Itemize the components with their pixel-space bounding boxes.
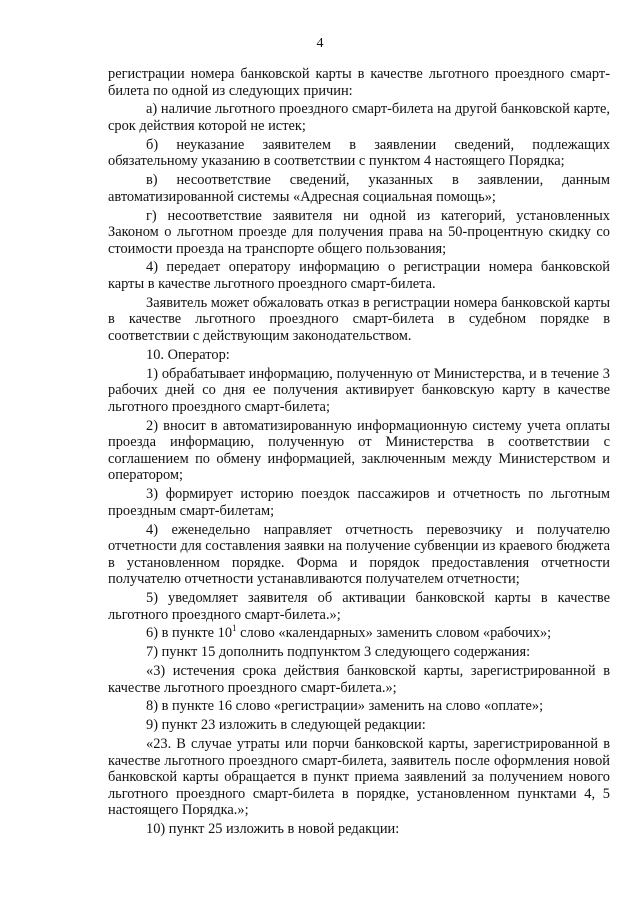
paragraph-amendment-7-content: «3) истечения срока действия банковской карты, зарегистрированной в качестве льготного проездного смарт-билета.»; bbox=[108, 663, 610, 696]
paragraph-operator-1: 1) обрабатывает информацию, полученную от Министерства, и в течение 3 рабочих дней со дня ее получения активирует банковскую карту в качестве льготного проездного смарт-билета; bbox=[108, 365, 610, 415]
paragraph-operator-heading: 10. Оператор: bbox=[146, 346, 230, 363]
paragraph-operator-3: 3) формирует историю поездок пассажиров и отчетность по льготным проездным смарт-билетам; bbox=[108, 486, 610, 519]
paragraph-amendment-6 bbox=[108, 625, 610, 642]
document-body bbox=[108, 66, 610, 840]
paragraph-operator-4: 4) еженедельно направляет отчетность перевозчику и получателю отчетности для составления заявки на получение субвенции из краевого бюджета в установленном порядке. Форма и порядок предоставления отчетности получателю отчетности устанавливаются получателем отчетности; bbox=[108, 521, 610, 588]
paragraph-reason-b: б) неуказание заявителем в заявлении сведений, подлежащих обязательному указанию в соответствии с пунктом 4 настоящего Порядка; bbox=[108, 136, 610, 170]
paragraph-reason-g: г) несоответствие заявителя ни одной из категорий, установленных Законом о льготном проезде для получения права на 50-процентную скидку со стоимости проезда на транспорте общего пользования; bbox=[108, 207, 610, 257]
paragraph-appeal: Заявитель может обжаловать отказ в регистрации номера банковской карты в качестве льготного проездного смарт-билета в судебном порядке в соответствии с действующим законодательством. bbox=[108, 294, 610, 345]
paragraph-reason-a: а) наличие льготного проездного смарт-билета на другой банковской карте, срок действия которой не истек; bbox=[108, 101, 610, 134]
paragraph-intro-continuation: регистрации номера банковской карты в качестве льготного проездного смарт-билета по одной из следующих причин: bbox=[108, 66, 610, 99]
paragraph-amendment-9-content: «23. В случае утраты или порчи банковской карты, зарегистрированной в качестве льготного проездного смарт-билета, заявитель после оформления новой банковской карты обращается в пункт приема заявлений за получением нового льготного проездного смарт-билета в порядке, установленном пунктами 4, 5 настоящего Порядка.»; bbox=[108, 735, 610, 819]
paragraph-operator-5: 5) уведомляет заявителя об активации банковской карты в качестве льготного проездного смарт-билета.»; bbox=[108, 590, 610, 623]
paragraph-amendment-7: 7) пункт 15 дополнить подпунктом 3 следующего содержания: bbox=[146, 644, 531, 661]
paragraph-operator-2: 2) вносит в автоматизированную информационную систему учета оплаты проезда информацию, полученную от Министерства в соответствии с соглашением по обмену информацией, заключенным между Министерством и оператором; bbox=[108, 417, 610, 484]
paragraph-amendment-10: 10) пункт 25 изложить в новой редакции: bbox=[146, 821, 400, 838]
amendment-6-text-after: слово «календарных» заменить словом «рабочих»; bbox=[236, 625, 552, 642]
amendment-6-superscript: 1 bbox=[232, 623, 237, 634]
page-number: 4 bbox=[316, 36, 324, 51]
paragraph-reason-v: в) несоответствие сведений, указанных в заявлении, данным автоматизированной системы «Адресная социальная помощь»; bbox=[108, 172, 610, 205]
paragraph-amendment-9: 9) пункт 23 изложить в следующей редакции: bbox=[146, 717, 426, 734]
amendment-6-text-before: 6) в пункте 10 bbox=[146, 625, 233, 642]
paragraph-amendment-8: 8) в пункте 16 слово «регистрации» заменить на слово «оплате»; bbox=[146, 698, 544, 715]
paragraph-item-4: 4) передает оператору информацию о регистрации номера банковской карты в качестве льготного проездного смарт-билета. bbox=[108, 259, 610, 293]
